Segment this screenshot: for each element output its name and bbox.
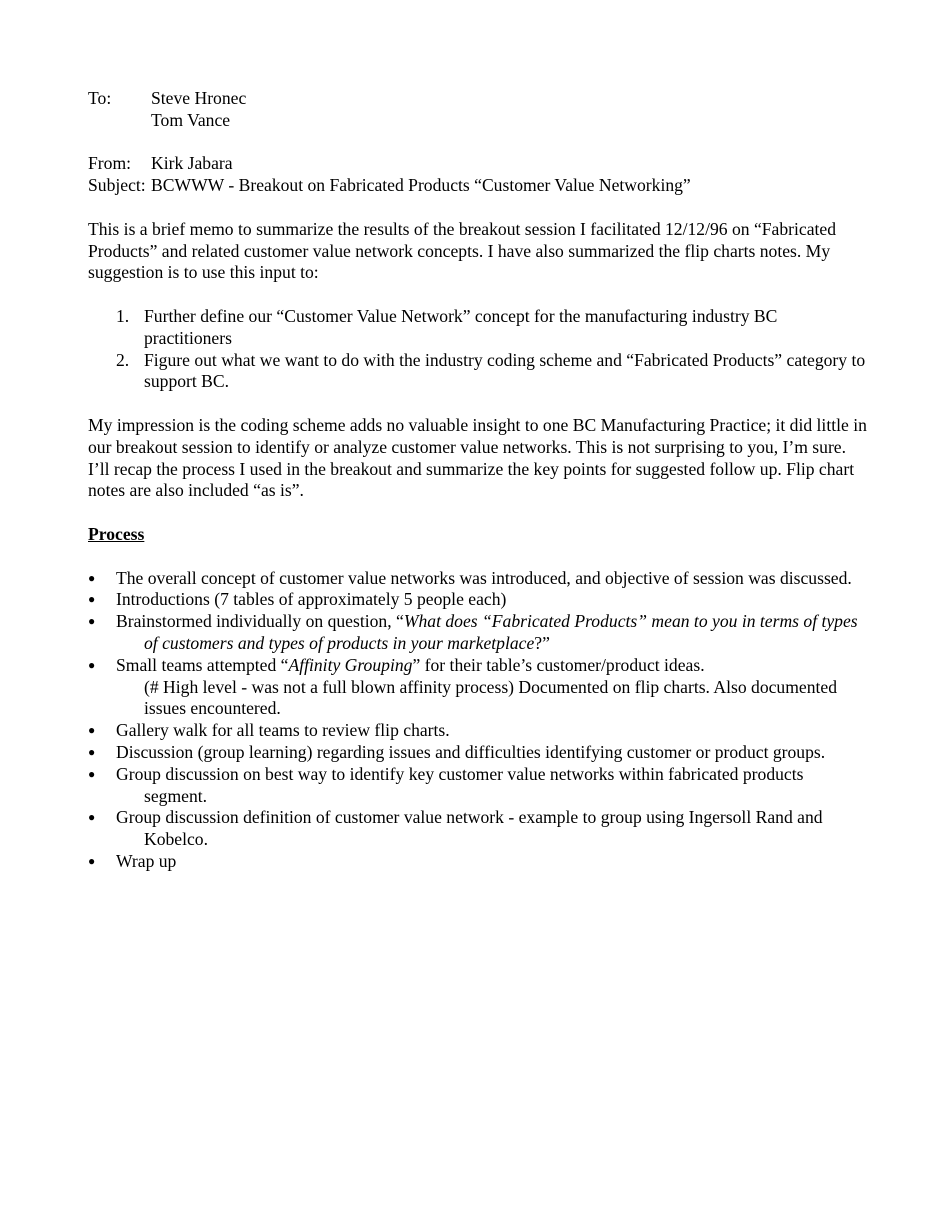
to-row-2 xyxy=(88,110,868,132)
affinity-grouping-term: Affinity Grouping xyxy=(288,654,413,675)
bullet-icon: ● xyxy=(88,592,96,607)
impression-paragraph: My impression is the coding scheme adds no valuable insight to one BC Manufacturing Practice; it did little in our breakout session to identify or analyze customer value networks. This is not surprising to you, I’m sure. I’ll recap the process I used in the breakout and summarize the key points for suggested follow up. Flip chart notes are also included “as is”. xyxy=(88,414,867,501)
process-item xyxy=(88,742,868,764)
intro-paragraph: This is a brief memo to summarize the results of the breakout session I facilitated 12/12/96 on “Fabricated Products” and related customer value network concepts. I have also summarized the flip charts notes. My suggestion is to use this input to: xyxy=(88,218,837,283)
bullet-icon: ● xyxy=(88,723,96,738)
process-item-subtext: (# High level - was not a full blown affinity process) Documented on flip charts. Also documented issues encountered. xyxy=(144,676,838,719)
to-recipient: Tom Vance xyxy=(151,109,231,130)
process-item xyxy=(88,568,868,590)
to-recipient: Steve Hronec xyxy=(151,88,247,108)
process-item-text: Wrap up xyxy=(116,850,177,871)
suggestion-text: Figure out what we want to do with the industry coding scheme and “Fabricated Products” category to support BC. xyxy=(144,349,866,392)
memo-page xyxy=(88,88,868,873)
process-item xyxy=(88,611,868,655)
suggestion-number: 1. xyxy=(116,305,130,326)
process-item xyxy=(88,764,868,808)
process-item xyxy=(88,807,868,851)
process-item xyxy=(88,655,868,720)
from-label: From: xyxy=(88,153,132,174)
process-item xyxy=(88,589,868,611)
bullet-icon: ● xyxy=(88,570,96,585)
process-item-text-suffix: ” for their table’s customer/product ideas. xyxy=(412,654,705,675)
suggestion-text xyxy=(144,306,868,350)
process-item-text: Gallery walk for all teams to review flip charts. xyxy=(116,720,450,741)
to-label: To: xyxy=(88,88,112,108)
subject-row xyxy=(88,175,868,197)
process-item-text-prefix: Brainstormed individually on question, “ xyxy=(116,611,404,632)
process-item xyxy=(88,851,868,873)
subject-value: BCWWW - Breakout on Fabricated Products “Customer Value Networking” xyxy=(151,175,691,196)
process-list xyxy=(88,568,868,873)
bullet-icon: ● xyxy=(88,657,96,672)
process-item-text: Group discussion on best way to identify key customer value networks within fabricated products segment. xyxy=(116,763,804,806)
from-row xyxy=(88,153,868,175)
suggestion-number: 2. xyxy=(116,349,130,370)
brainstorm-question: What does “Fabricated Products” mean to you in terms of types of customers and types of products in your marketplace xyxy=(144,611,858,653)
suggestion-item xyxy=(88,350,868,394)
bullet-icon: ● xyxy=(88,766,96,781)
process-item-text: The overall concept of customer value networks was introduced, and objective of session was discussed. xyxy=(116,567,852,588)
bullet-icon: ● xyxy=(88,853,96,868)
subject-label: Subject: xyxy=(88,175,146,196)
bullet-icon: ● xyxy=(88,810,96,825)
process-item-text: Introductions (7 tables of approximately 5 people each) xyxy=(116,589,507,610)
process-item-text-suffix: ?” xyxy=(534,632,550,653)
suggestion-item xyxy=(88,306,868,350)
bullet-icon: ● xyxy=(88,614,96,629)
suggestions-list xyxy=(88,306,868,393)
process-item-text: Discussion (group learning) regarding issues and difficulties identifying customer or product groups. xyxy=(116,741,826,762)
process-heading: Process xyxy=(88,523,145,544)
process-item-text: Group discussion definition of customer value network - example to group using Ingersoll Rand and Kobelco. xyxy=(116,807,823,850)
bullet-icon: ● xyxy=(88,744,96,759)
process-item-text-prefix: Small teams attempted “ xyxy=(116,654,289,675)
process-item xyxy=(88,720,868,742)
suggestion-text-line: Further define our “Customer Value Network” concept for the manufacturing industry BC practitioners xyxy=(144,305,778,348)
to-row xyxy=(88,88,868,110)
from-value: Kirk Jabara xyxy=(151,153,233,174)
